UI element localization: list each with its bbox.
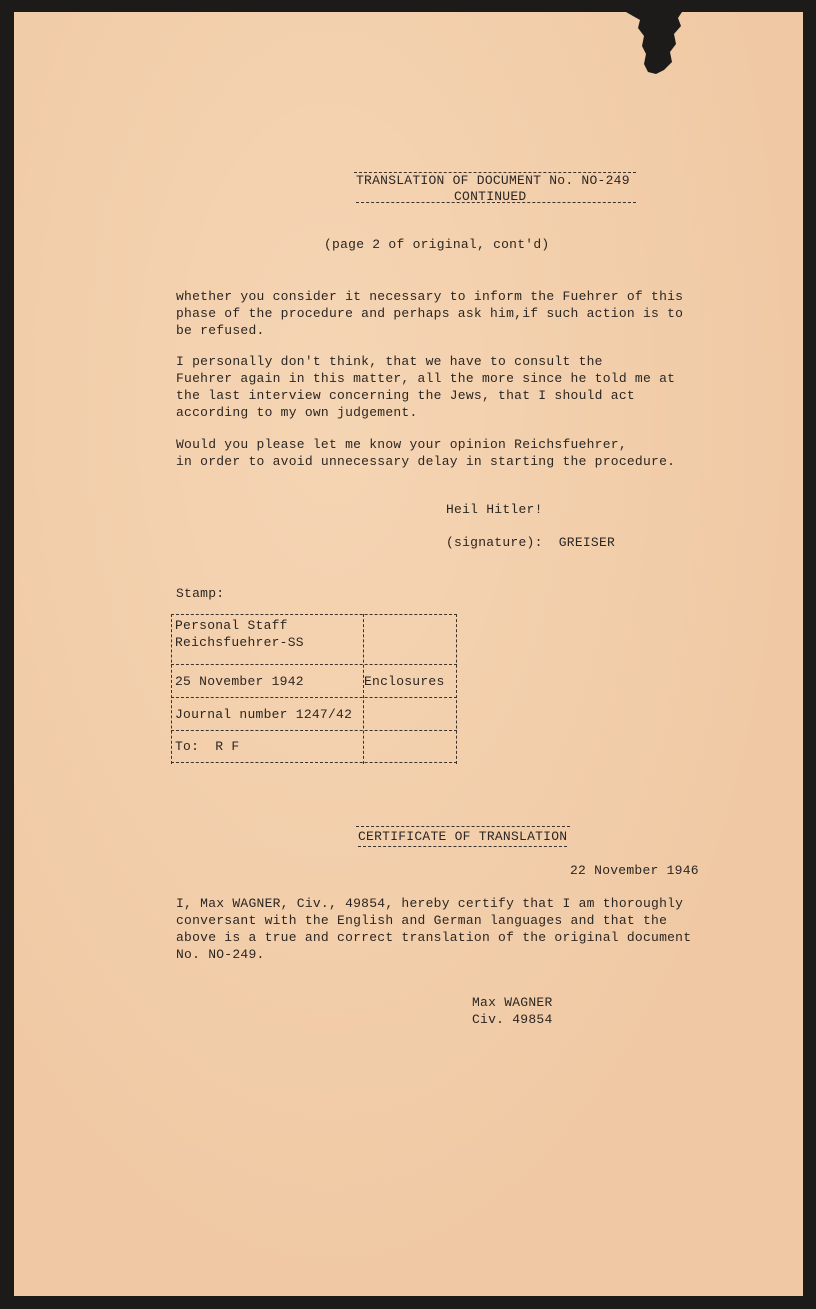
stamp-enclosures: Enclosures — [364, 674, 445, 689]
paragraph-3: Would you please let me know your opinion Reichsfuehrer, in order to avoid unnecessary delay in starting the procedure. — [176, 437, 676, 469]
translator-name: Max WAGNER — [472, 995, 553, 1010]
page-note: (page 2 of original, cont'd) — [324, 237, 550, 252]
stamp-staff-line1: Personal Staff — [175, 618, 288, 633]
certificate-title-rule — [356, 826, 570, 827]
document-subtitle: CONTINUED — [454, 189, 527, 204]
paragraph-2: I personally don't think, that we have to consult the Fuehrer again in this matter, all the more since he told me at the last interview concerning the Jews, that I should act according to my own judgement. — [176, 354, 676, 420]
stamp-to: To: R F — [175, 739, 240, 754]
document-title: TRANSLATION OF DOCUMENT No. NO-249 — [356, 173, 630, 188]
stamp-date: 25 November 1942 — [175, 674, 304, 689]
paragraph-1: whether you consider it necessary to inform the Fuehrer of this phase of the procedure and perhaps ask him,if such action is to be refused. — [176, 289, 684, 338]
subtitle-rule — [356, 202, 636, 203]
certificate-title: CERTIFICATE OF TRANSLATION — [358, 828, 567, 847]
stamp-label: Stamp: — [176, 586, 225, 601]
document-page — [14, 12, 803, 1296]
certificate-date: 22 November 1946 — [570, 863, 699, 878]
signature-line: (signature): GREISER — [446, 535, 616, 550]
stamp-journal: Journal number 1247/42 — [175, 707, 353, 722]
translator-civ: Civ. 49854 — [472, 1012, 553, 1027]
certificate-text: I, Max WAGNER, Civ., 49854, hereby certify that I am thoroughly conversant with the English and German languages and that the above is a true and correct translation of the original document No. NO-249. — [176, 896, 692, 962]
torn-corner-mark — [626, 12, 686, 82]
stamp-staff-line2: Reichsfuehrer-SS — [175, 635, 304, 650]
closing-salutation: Heil Hitler! — [446, 502, 543, 517]
stamp-table — [171, 614, 457, 764]
